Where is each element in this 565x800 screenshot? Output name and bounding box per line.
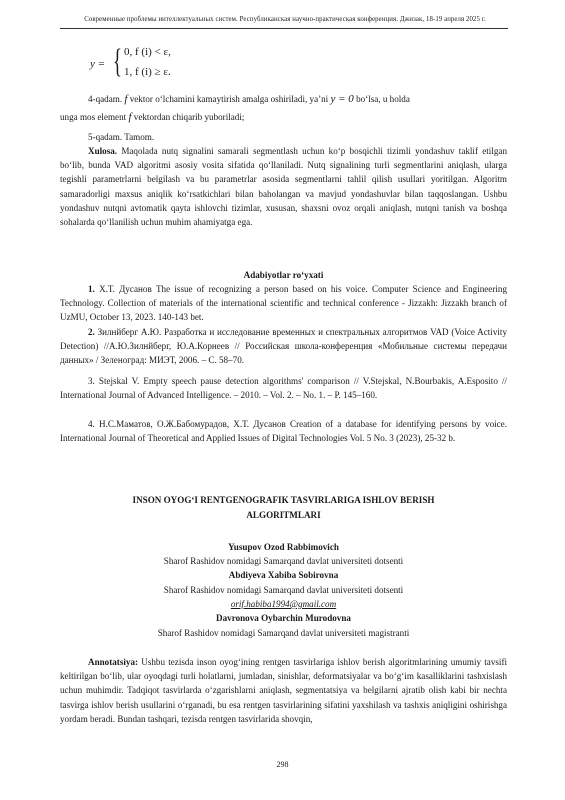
piecewise-formula <box>90 44 210 88</box>
conclusion-text: Maqolada nutq signalini samarali segmentlash uchun koʻp bosqichli tizimli yondashuv taklif etilgan boʻlib, bunda VAD algoritmi asosiy vosita sifatida qoʻllaniladi. Nutq signalining turli segmentlarini aniqlash, ularga tegishli parametrlarni belgilash va bu parametrlar asosida segmentlarni tahlil qilish usullari yoritilgan. Algoritm samaradorligi maxsus aniqlik koʻrsatkichlari bilan baholangan va mavjud yondashuvlar bilan taqqoslangan. Ushbu yondashuv nutqni avtomatik qayta ishlovchi tizimlar, xususan, shaxsni ovoz orqali aniqlash, nutqni tanish va boshqa sohalarda qoʻllanilish uchun muhim ahamiyatga ega. <box>60 146 507 228</box>
reference-item-3: 3. Stejskal V. Empty speech pause detection algorithms' comparison // V.Stejskal, N.Bourbakis, A.Esposito // International Journal of Advanced Intelligence. – 2010. – Vol. 2. – No. 1. – P. 145–160. <box>60 376 507 401</box>
abstract-text: Ushbu tezisda inson oyogʻining rentgen tasvirlariga ishlov berish algoritmlarining umumiy tavsifi keltirilgan boʻlib, ular oyoqdagi turli holatlarni, jumladan, sinishlar, deformatsiyalar va boʻgʻim kasalliklarini tashxislash uchun muhimdir. Tadqiqot tasvirlarda oʻzgarishlarni aniqlash, segmentatsiya va belgilarni ajratib olish kabi bir nechta tasvirga ishlov berish usullarini oʻrganadi, bu esa rentgen tasvirlarining sifatini yaxshilash va tashxis aniqligini oshirishga yordam beradi. Bundan tashqari, tezisda rentgen tasvirlarida shovqin, <box>60 657 507 724</box>
step5: 5-qadam. Tamom. <box>88 132 155 142</box>
reference-item-1: 1. Х.Т. Дусанов The issue of recognizing a person based on his voice. Computer Science and Engineering Technology. Collection of materials of the international scientific and technical conference - Jizzakh: Jizzakh branch of UzMU, October 13, 2023. 140-143 bet. <box>60 284 507 323</box>
formula-case-1: 0, f (i) < ε, <box>124 46 171 58</box>
conclusion-label: Xulosa. <box>88 146 118 156</box>
header-divider <box>60 28 508 29</box>
running-header: Современные проблемы интеллектуальных систем. Республиканская научно-практическая конференция. Джизак, 18-19 апреля 2025 г. <box>84 16 486 23</box>
step4-line1: 4-qadam. f vektor oʻlchamini kamaytirish amalga oshiriladi, yaʼni y = 0 boʻlsa, u holda <box>88 93 410 105</box>
f-symbol: f <box>124 93 128 105</box>
email-link[interactable]: orif.habiba1994@gmail.com <box>230 599 337 609</box>
f-symbol: f <box>128 111 132 123</box>
y-equals-zero: y = 0 <box>330 93 354 105</box>
author-affiliation: Sharof Rashidov nomidagi Samarqand davlat universiteti dotsenti <box>163 585 404 595</box>
page-number: 298 <box>276 760 289 769</box>
reference-item-2: 2. Зилнйберг А.Ю. Разработка и исследование временных и спектральных алгоритмов VAD (Voice Activity Detection) //А.Ю.Зилнйберг, Ю.А.Корнеев // Российская школа-конференция «Мобильные системы передачи данных» / Зеленоград: МИЭТ, 2006. – С. 58–70. <box>60 327 507 366</box>
author-email <box>60 597 507 611</box>
formula-brace: { <box>113 43 122 80</box>
author-name: Yusupov Ozod Rabbimovich <box>228 542 339 552</box>
abstract-label: Annotatsiya: <box>88 657 139 667</box>
reference-item-4: 4. Н.С.Маматов, О.Ж.Бабомурадов, Х.Т. Дусанов Creation of a database for identifying persons by voice. International Journal of Theoretical and Applied Issues of Digital Technologies Vol. 5 No. 3 (2023), 25-32 b. <box>60 419 507 444</box>
article-title-line2: ALGORITMLARI <box>246 510 321 520</box>
article-title-line1: INSON OYOGʻI RENTGENOGRAFIK TASVIRLARIGA ISHLOV BERISH <box>132 495 435 505</box>
author-affiliation: Sharof Rashidov nomidagi Samarqand davlat universiteti dotsenti <box>163 556 404 566</box>
conclusion-paragraph <box>60 144 507 229</box>
formula-lhs: y = <box>90 58 106 70</box>
author-affiliation: Sharof Rashidov nomidagi Samarqand davlat universiteti magistranti <box>157 628 410 638</box>
author-name: Davronova Oybarchin Murodovna <box>216 613 351 623</box>
references-heading: Adabiyotlar roʻyxati <box>243 270 324 280</box>
step4-line2: unga mos element f vektordan chiqarib yuboriladi; <box>60 111 245 123</box>
formula-case-2: 1, f (i) ≥ ε. <box>124 66 171 78</box>
author-name: Abdiyeva Xabiba Sobirovna <box>228 570 339 580</box>
abstract-paragraph <box>60 655 507 726</box>
